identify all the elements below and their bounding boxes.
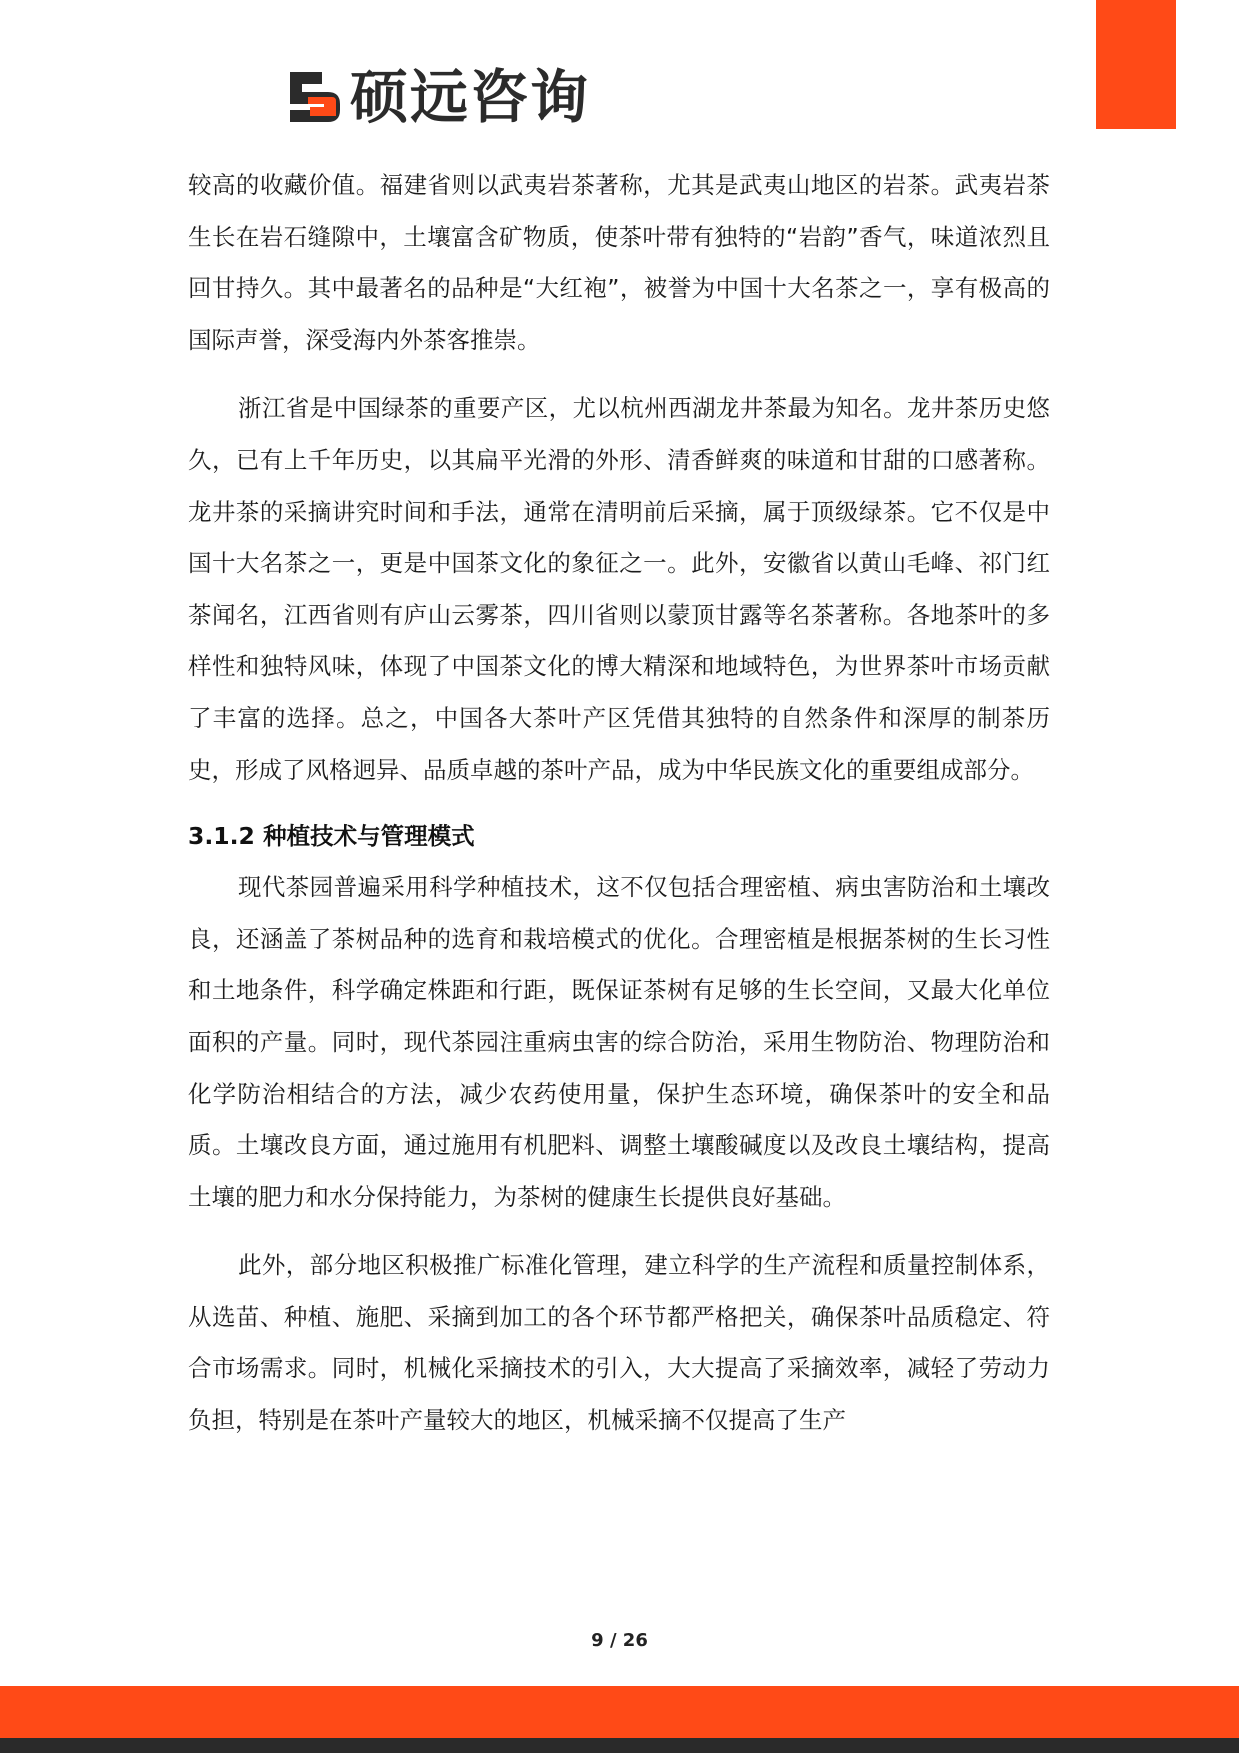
logo-text: 硕远咨询 <box>350 63 591 131</box>
logo-mark-icon <box>284 66 346 128</box>
document-body <box>188 160 1050 1447</box>
company-logo <box>284 62 590 132</box>
body-paragraph: 较高的收藏价值。福建省则以武夷岩茶著称，尤其是武夷山地区的岩茶。武夷岩茶生长在岩石缝隙中，土壤富含矿物质，使茶叶带有独特的“岩韵”香气，味道浓烈且回甘持久。其中最著名的品种是“大红袍”，被誉为中国十大名茶之一，享有极高的国际声誉，深受海内外茶客推崇。 <box>188 171 1050 354</box>
section-heading: 3.1.2 种植技术与管理模式 <box>188 822 475 851</box>
footer-dark-line <box>0 1738 1239 1753</box>
footer-accent-band <box>0 1686 1239 1738</box>
body-paragraph: 浙江省是中国绿茶的重要产区，尤以杭州西湖龙井茶最为知名。龙井茶历史悠久，已有上千年历史，以其扁平光滑的外形、清香鲜爽的味道和甘甜的口感著称。龙井茶的采摘讲究时间和手法，通常在清明前后采摘，属于顶级绿茶。它不仅是中国十大名茶之一，更是中国茶文化的象征之一。此外，安徽省以黄山毛峰、祁门红茶闻名，江西省则有庐山云雾茶，四川省则以蒙顶甘露等名茶著称。各地茶叶的多样性和独特风味，体现了中国茶文化的博大精深和地域特色，为世界茶叶市场贡献了丰富的选择。总之，中国各大茶叶产区凭借其独特的自然条件和深厚的制茶历史，形成了风格迥异、品质卓越的茶叶产品，成为中华民族文化的重要组成部分。 <box>188 394 1050 784</box>
page-number: 9 / 26 <box>591 1630 648 1651</box>
corner-accent-tab <box>1096 0 1176 129</box>
body-paragraph: 此外，部分地区积极推广标准化管理，建立科学的生产流程和质量控制体系，从选苗、种植、施肥、采摘到加工的各个环节都严格把关，确保茶叶品质稳定、符合市场需求。同时，机械化采摘技术的引入，大大提高了采摘效率，减轻了劳动力负担，特别是在茶叶产量较大的地区，机械采摘不仅提高了生产 <box>188 1251 1050 1435</box>
paragraph-spacer <box>188 366 1050 383</box>
paragraph-spacer <box>188 1223 1050 1240</box>
body-paragraph: 现代茶园普遍采用科学种植技术，这不仅包括合理密植、病虫害防治和土壤改良，还涵盖了茶树品种的选育和栽培模式的优化。合理密植是根据茶树的生长习性和土地条件，科学确定株距和行距，既保证茶树有足够的生长空间，又最大化单位面积的产量。同时，现代茶园注重病虫害的综合防治，采用生物防治、物理防治和化学防治相结合的方法，减少农药使用量，保护生态环境，确保茶叶的安全和品质。土壤改良方面，通过施用有机肥料、调整土壤酸碱度以及改良土壤结构，提高土壤的肥力和水分保持能力，为茶树的健康生长提供良好基础。 <box>188 873 1050 1211</box>
